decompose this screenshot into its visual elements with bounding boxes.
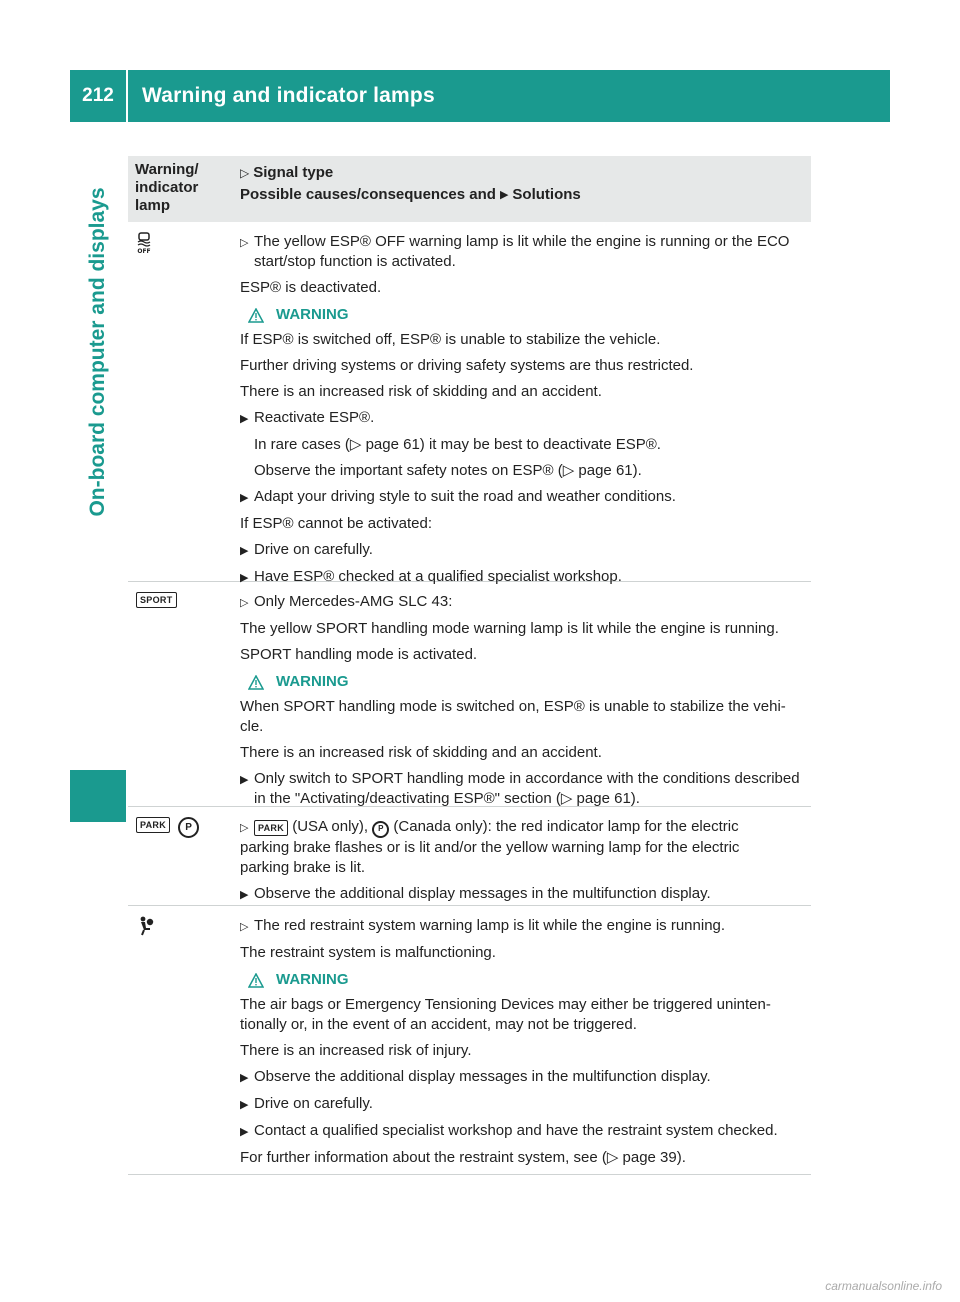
action-arrow-icon: ▶ <box>240 572 249 584</box>
table-row-sport <box>128 582 811 807</box>
solution-arrow-icon: ▶ <box>499 189 509 201</box>
page-number: 212 <box>70 70 128 122</box>
signal-type-icon: ▷ <box>240 822 249 834</box>
watermark-url: carmanualsonline.info <box>825 1279 942 1293</box>
chapter-label: On-board computer and displays <box>86 187 109 517</box>
sport-icon: SPORT <box>136 592 177 608</box>
warning-triangle-icon <box>248 675 264 690</box>
side-tab <box>70 122 126 1122</box>
table-row-esp-off <box>128 222 811 585</box>
action-arrow-icon: ▶ <box>240 545 249 557</box>
action-arrow-icon: ▶ <box>240 1126 249 1138</box>
warning-heading: WARNING <box>240 671 812 693</box>
warning-triangle-icon <box>248 308 264 323</box>
table-row-park <box>128 807 811 906</box>
action-arrow-icon: ▶ <box>240 492 249 504</box>
table-row-restraint <box>128 906 811 1175</box>
action-arrow-icon: ▶ <box>240 1072 249 1084</box>
park-icon: PARK <box>136 817 170 833</box>
parking-brake-circle-icon: P <box>178 817 199 838</box>
action-arrow-icon: ▶ <box>240 774 249 786</box>
action-arrow-icon: ▶ <box>240 1099 249 1111</box>
svg-text:OFF: OFF <box>137 248 151 254</box>
row-content: ▷ The red restraint system warning lamp is lit while the engine is running. The restraint system is malfunctioning. WARNING The air bags or Emergency Tensioning Devices may either be triggered uninten- tionally or, in the event of an accident, may not be triggered. There is an increased risk of injury. ▶ Observe the additional display messages in the multifunction display. ▶ Drive on carefully. ▶ Contact a qualified specialist workshop and have the restraint system checked. For further information about the restraint system, see (▷ page 39). <box>240 906 812 1168</box>
parking-brake-circle-icon: P <box>372 821 389 838</box>
warning-heading: WARNING <box>240 969 812 991</box>
park-icon: PARK <box>254 820 288 836</box>
signal-type-icon: ▷ <box>240 166 250 180</box>
warning-triangle-icon <box>248 973 264 988</box>
row-content: ▷ PARK (USA only), P (Canada only): the red indicator lamp for the electric parking brake flashes or is lit and/or the yellow warning lamp for the electric parking brake is lit. ▶ Observe the additional display messages in the multifunction display. <box>240 807 812 905</box>
header-col-signal: ▷ Signal type Possible causes/consequences and ▶ Solutions <box>240 164 581 203</box>
row-content: ▷ Only Mercedes-AMG SLC 43: The yellow SPORT handling mode warning lamp is lit while the engine is running. SPORT handling mode is activated. WARNING When SPORT handling mode is switched on, ESP® is unable to stabilize the vehi- cle. There is an increased risk of skidding and an accident. ▶ Only switch to SPORT handling mode in accordance with the conditions described in the "Activating/deactivating ESP®" section (▷ page 61). <box>240 582 812 809</box>
lamp-cell <box>136 817 199 838</box>
page-header <box>70 70 890 122</box>
esp-off-icon <box>136 232 152 254</box>
table-header <box>128 156 811 222</box>
signal-type-icon: ▷ <box>240 921 249 933</box>
lamp-cell <box>136 232 152 254</box>
action-arrow-icon: ▶ <box>240 413 249 425</box>
lamp-cell <box>136 916 154 936</box>
restraint-system-icon <box>136 916 154 936</box>
side-tab-text <box>70 122 126 582</box>
warning-heading: WARNING <box>240 304 812 326</box>
page-title: Warning and indicator lamps <box>142 84 435 107</box>
signal-type-icon: ▷ <box>240 597 249 609</box>
action-arrow-icon: ▶ <box>240 889 249 901</box>
signal-type-icon: ▷ <box>240 237 249 249</box>
row-content: ▷ The yellow ESP® OFF warning lamp is lit while the engine is running or the ECO start/stop function is activated. ESP® is deactivated. WARNING If ESP® is switched off, ESP® is unable to stabilize the vehicle. Further driving systems or driving safety systems are thus restricted. There is an increased risk of skidding and an accident. ▶ Reactivate ESP®. In rare cases (▷ page 61) it may be best to deactivate ESP®. Observe the important safety notes on ESP® (▷ page 61). ▶ Adapt your driving style to suit the road and weather conditions. If ESP® cannot be activated: ▶ Drive on carefully. ▶ Have ESP® checked at a qualified specialist workshop. <box>240 222 812 588</box>
side-marker-block <box>70 770 126 822</box>
header-col-lamp: Warning/ indicator lamp <box>135 161 199 214</box>
lamp-cell <box>136 592 177 608</box>
